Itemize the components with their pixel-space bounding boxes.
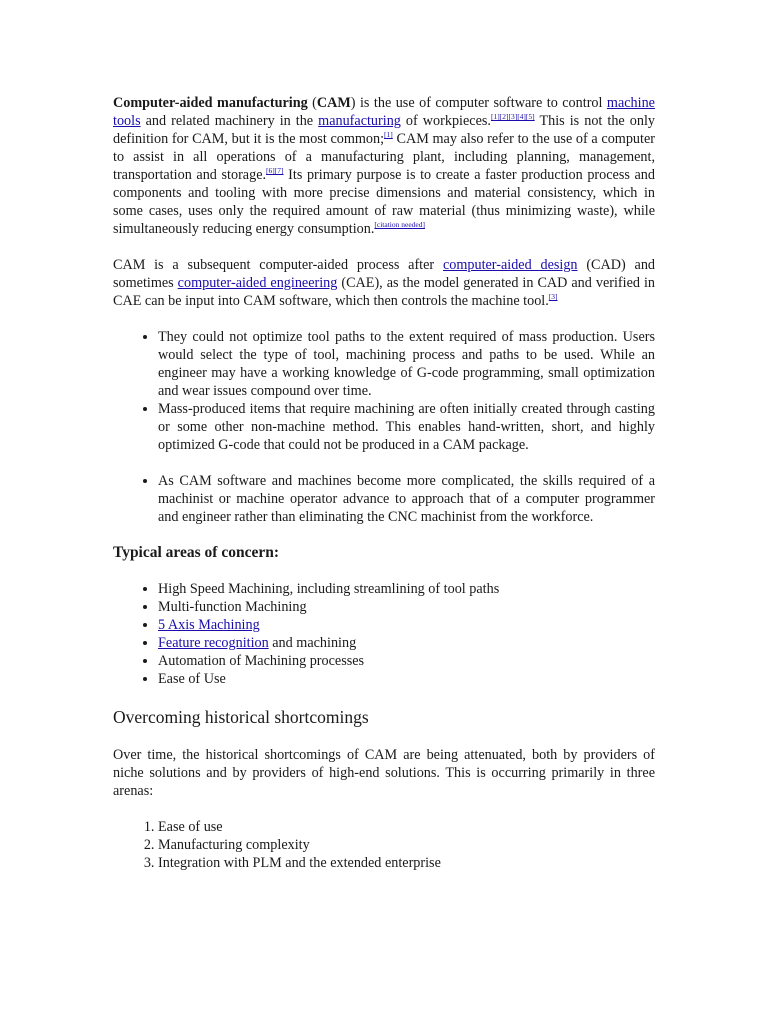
link-machine-tools[interactable]: machine tools [113,95,655,129]
list-item: • Ease of Use [158,670,655,688]
spacer [113,526,655,544]
list-item [158,634,655,652]
link-5-axis-machining[interactable]: 5 Axis Machining [158,617,260,633]
areas-heading: Typical areas of concern: [113,544,280,561]
abbr-bold: CAM [316,95,351,111]
list-item [158,616,655,634]
text-span: and machining [268,635,357,651]
arenas-list [113,818,655,872]
citation-link[interactable]: [6][7] [266,166,284,175]
text-span: Its primary purpose is to create a faster production process and components and tooling with more precise dimensions and material consistency, which in some cases, uses only the required amount of raw material (thus minimizing waste), while simultaneously reducing energy consumption. [113,167,655,237]
cad-paragraph [113,256,655,310]
text-span: ) is the use of computer software to control [350,95,607,111]
text-span: ( [307,95,317,111]
term-bold: Computer-aided manufacturing [113,95,308,111]
link-computer-aided-design[interactable]: computer-aided design [442,257,578,273]
citation-needed-link[interactable]: [citation needed] [374,220,425,229]
list-item: • Multi-function Machining [158,598,655,616]
text-span: CAM is a subsequent computer-aided process after [113,257,443,273]
list-item: 1. Ease of use [158,818,655,836]
citation-link[interactable]: [3] [548,292,558,301]
list-item: 3. Integration with PLM and the extended enterprise [158,854,655,872]
link-computer-aided-engineering[interactable]: computer-aided engineering [177,275,338,291]
list-item: 2. Manufacturing complexity [158,836,655,854]
link-manufacturing[interactable]: manufacturing [318,113,401,129]
article-body [113,94,655,872]
text-span: (CAD) and sometimes [113,257,656,291]
list-item: • Mass-produced items that require machining are often initially created through casting or some other non-machine method. This enables hand-written, short, and highly optimized G-code that could not be produced in a CAM package. [158,400,655,454]
text-span: CAM may also refer to the use of a computer to assist in all operations of a manufacturing plant, including planning, management, transportation and storage. [113,131,655,183]
spacer [113,688,655,706]
overcoming-heading: Overcoming historical shortcomings [113,707,369,727]
link-feature-recognition[interactable]: Feature recognition [158,635,269,651]
text-span: and related machinery in the [140,113,319,129]
spacer [113,728,655,746]
spacer [113,562,655,580]
citation-link[interactable]: [1][2][3][4][5] [490,112,535,121]
list-item: • Automation of Machining processes [158,652,655,670]
list-item: • As CAM software and machines become more complicated, the skills required of a machinist or machine operator advance to approach that of a computer programmer and engineer rather than eliminating the CNC machinist from the workforce. [158,472,655,526]
list-item: • They could not optimize tool paths to the extent required of mass production. Users would select the type of tool, machining process and paths to be used. While an engineer may have a working knowledge of G-code programming, small optimization and wear issues compound over time. [158,328,655,400]
text-span: of workpieces. [400,113,491,129]
text-span: (CAE), as the model generated in CAD and verified in CAE can be input into CAM software, which then controls the machine tool. [113,275,655,309]
areas-list [113,580,655,688]
list-item: • High Speed Machining, including streamlining of tool paths [158,580,655,598]
citation-link[interactable]: [1] [384,130,393,139]
overcoming-paragraph: Over time, the historical shortcomings of CAM are being attenuated, both by providers of niche solutions and by providers of high-end solutions. This is occurring primarily in three arenas: [113,747,655,799]
shortcomings-list [113,328,655,526]
intro-paragraph [113,94,655,238]
text-span: This is not the only definition for CAM, but it is the most common; [113,113,655,147]
